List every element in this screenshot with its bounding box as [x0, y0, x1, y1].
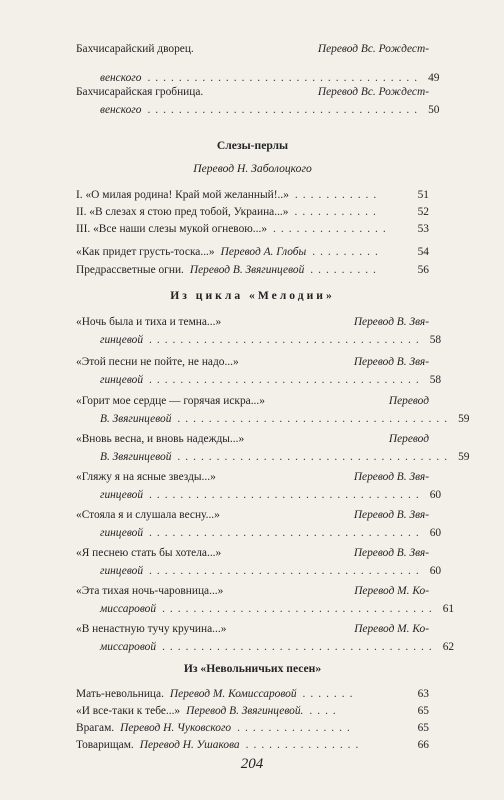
page-number: 60 — [429, 565, 442, 577]
entry-title: «Этой песни не пойте, не надо...» — [76, 356, 239, 368]
dot-leader: ................................... — [177, 451, 453, 463]
dot-leader: ................................... — [149, 374, 424, 386]
page-number: 65 — [417, 705, 429, 717]
page-number: 50 — [428, 104, 440, 116]
page-number: 53 — [417, 223, 429, 235]
dot-leader: ............... — [273, 223, 391, 235]
entry-title: «В ненастную тучу кручина...» — [76, 623, 227, 635]
dot-leader: .... — [309, 705, 341, 717]
toc-entry-line — [76, 562, 442, 580]
entry-title: Товарищам. — [76, 739, 134, 751]
dot-leader: ........... — [294, 189, 382, 201]
page-number: 58 — [429, 374, 442, 386]
entry-translator-cont: гинцевой — [100, 334, 144, 346]
toc-entry-line — [76, 702, 429, 720]
entry-translator: Перевод Вс. Рождест- — [317, 86, 429, 98]
entry-title: «Стояла я и слушала весну...» — [76, 509, 220, 521]
toc-entry-line — [76, 486, 442, 504]
entry-title: Врагам. — [76, 722, 115, 734]
toc-entry-line — [76, 83, 429, 101]
entry-translator: Перевод В. Звя- — [353, 547, 429, 559]
dot-leader: ....... — [302, 688, 358, 700]
entry-translator: Перевод М. Ко- — [354, 623, 429, 635]
page-number: 59 — [458, 413, 470, 425]
toc-entry-line — [76, 313, 429, 331]
page-number: 63 — [417, 688, 429, 700]
entry-translator: Перевод В. Звя- — [353, 471, 429, 483]
entry-title: «Горит мое сердце — горячая искра...» — [76, 395, 265, 407]
page-number: 66 — [417, 739, 429, 751]
page-number: 56 — [417, 264, 429, 276]
entry-translator-cont: В. Звягинцевой — [100, 451, 172, 463]
entry-title: III. «Все наши слезы мукой огневою...» — [76, 223, 268, 235]
dot-leader: ............... — [237, 722, 355, 734]
entry-translator: Перевод — [388, 433, 429, 445]
entry-translator: Перевод — [388, 395, 429, 407]
dot-leader: ................................... — [162, 603, 437, 615]
entry-translator: Перевод В. Звягинцевой — [189, 264, 305, 276]
section-heading: Слезы-перлы — [216, 139, 289, 152]
entry-translator: Перевод Н. Чуковского — [120, 722, 232, 734]
toc-entry-line — [76, 620, 429, 638]
dot-leader: ........... — [294, 206, 381, 218]
entry-translator-cont: гинцевой — [100, 527, 144, 539]
entry-title: Предрассветные огни. — [76, 264, 184, 276]
dot-leader: ............... — [245, 739, 364, 751]
entry-translator: Перевод В. Звя- — [353, 509, 429, 521]
toc-entry-line — [76, 430, 429, 448]
page-number: 52 — [417, 206, 429, 218]
entry-translator-cont: миссаровой — [100, 641, 157, 653]
page-folio: 204 — [240, 756, 264, 772]
dot-leader: ......... — [312, 246, 383, 258]
toc-entry-line — [76, 524, 442, 542]
toc-entry-line — [76, 468, 429, 486]
entry-translator: Перевод В. Звя- — [353, 356, 429, 368]
dot-leader: ......... — [310, 264, 381, 276]
entry-title: Мать-невольница. — [76, 688, 164, 700]
toc-entry-line — [76, 371, 442, 389]
dot-leader: ................................... — [149, 565, 424, 577]
dot-leader: ................................... — [177, 413, 453, 425]
entry-translator: Перевод М. Ко- — [354, 585, 429, 597]
toc-entry-line — [76, 40, 429, 58]
entry-title: Бахчисарайская гробница. — [76, 86, 204, 98]
entry-translator-cont: гинцевой — [100, 489, 144, 501]
toc-entry-line — [76, 353, 429, 371]
page-number: 59 — [458, 451, 470, 463]
entry-title: II. «В слезах я стою пред тобой, Украина...» — [76, 206, 289, 218]
page-number: 65 — [417, 722, 429, 734]
entry-translator: Перевод В. Звягинцевой. — [186, 705, 304, 717]
entry-translator: Перевод А. Глобы — [220, 246, 307, 258]
toc-entry-line — [76, 243, 429, 261]
entry-translator: Перевод М. Комиссаровой — [169, 688, 297, 700]
entry-translator: Перевод Вс. Рождест- — [317, 43, 429, 55]
toc-entry-line — [76, 582, 429, 600]
entry-title: «Гляжу я на ясные звезды...» — [76, 471, 216, 483]
page-number: 58 — [429, 334, 442, 346]
toc-entry-line — [76, 101, 440, 119]
page-number: 60 — [429, 527, 442, 539]
toc-entry-line — [76, 600, 455, 618]
entry-title: «Как придет грусть-тоска...» — [76, 246, 215, 258]
toc-entry-line — [76, 685, 429, 703]
dot-leader: ................................... — [147, 72, 423, 84]
toc-entry-line — [76, 448, 470, 466]
toc-entry-line — [76, 544, 429, 562]
toc-entry-line — [76, 220, 429, 238]
section-subheading: Перевод Н. Заболоцкого — [193, 162, 312, 175]
toc-entry-line — [76, 261, 429, 279]
entry-title: I. «О милая родина! Край мой желанный!..» — [76, 189, 289, 201]
toc-entry-line — [76, 638, 455, 656]
entry-translator-cont: гинцевой — [100, 565, 144, 577]
toc-entry-line — [76, 203, 429, 221]
section-heading: Из «Невольничьих песен» — [183, 662, 322, 675]
page-number: 51 — [417, 189, 429, 201]
section-heading: Из цикла «Мелодии» — [170, 289, 335, 302]
entry-translator-cont: венского — [100, 72, 142, 84]
dot-leader: ................................... — [147, 104, 423, 116]
page-number: 61 — [442, 603, 455, 615]
toc-entry-line — [76, 719, 429, 737]
toc-entry-line — [76, 186, 429, 204]
page-number: 49 — [428, 72, 440, 84]
entry-translator-cont: В. Звягинцевой — [100, 413, 172, 425]
toc-entry-line — [76, 410, 470, 428]
entry-title: «Вновь весна, и вновь надежды...» — [76, 433, 245, 445]
toc-entry-line — [76, 736, 429, 754]
entry-translator-cont: миссаровой — [100, 603, 157, 615]
entry-translator-cont: гинцевой — [100, 374, 144, 386]
dot-leader: ................................... — [162, 641, 437, 653]
entry-title: «Я песнею стать бы хотела...» — [76, 547, 222, 559]
entry-title: Бахчисарайский дворец. — [76, 43, 194, 55]
toc-entry-line — [76, 331, 442, 349]
entry-title: «Ночь была и тиха и темна...» — [76, 316, 222, 328]
toc-entry-line — [76, 392, 429, 410]
entry-title: «И все-таки к тебе...» — [76, 705, 181, 717]
toc-entry-line — [76, 506, 429, 524]
page-number: 60 — [429, 489, 442, 501]
entry-translator: Перевод В. Звя- — [353, 316, 429, 328]
dot-leader: ................................... — [149, 527, 424, 539]
page-number: 62 — [442, 641, 455, 653]
entry-translator-cont: венского — [100, 104, 142, 116]
dot-leader: ................................... — [149, 334, 424, 346]
dot-leader: ................................... — [149, 489, 424, 501]
page-number: 54 — [417, 246, 429, 258]
entry-title: «Эта тихая ночь-чаровница...» — [76, 585, 224, 597]
entry-translator: Перевод Н. Ушакова — [139, 739, 240, 751]
